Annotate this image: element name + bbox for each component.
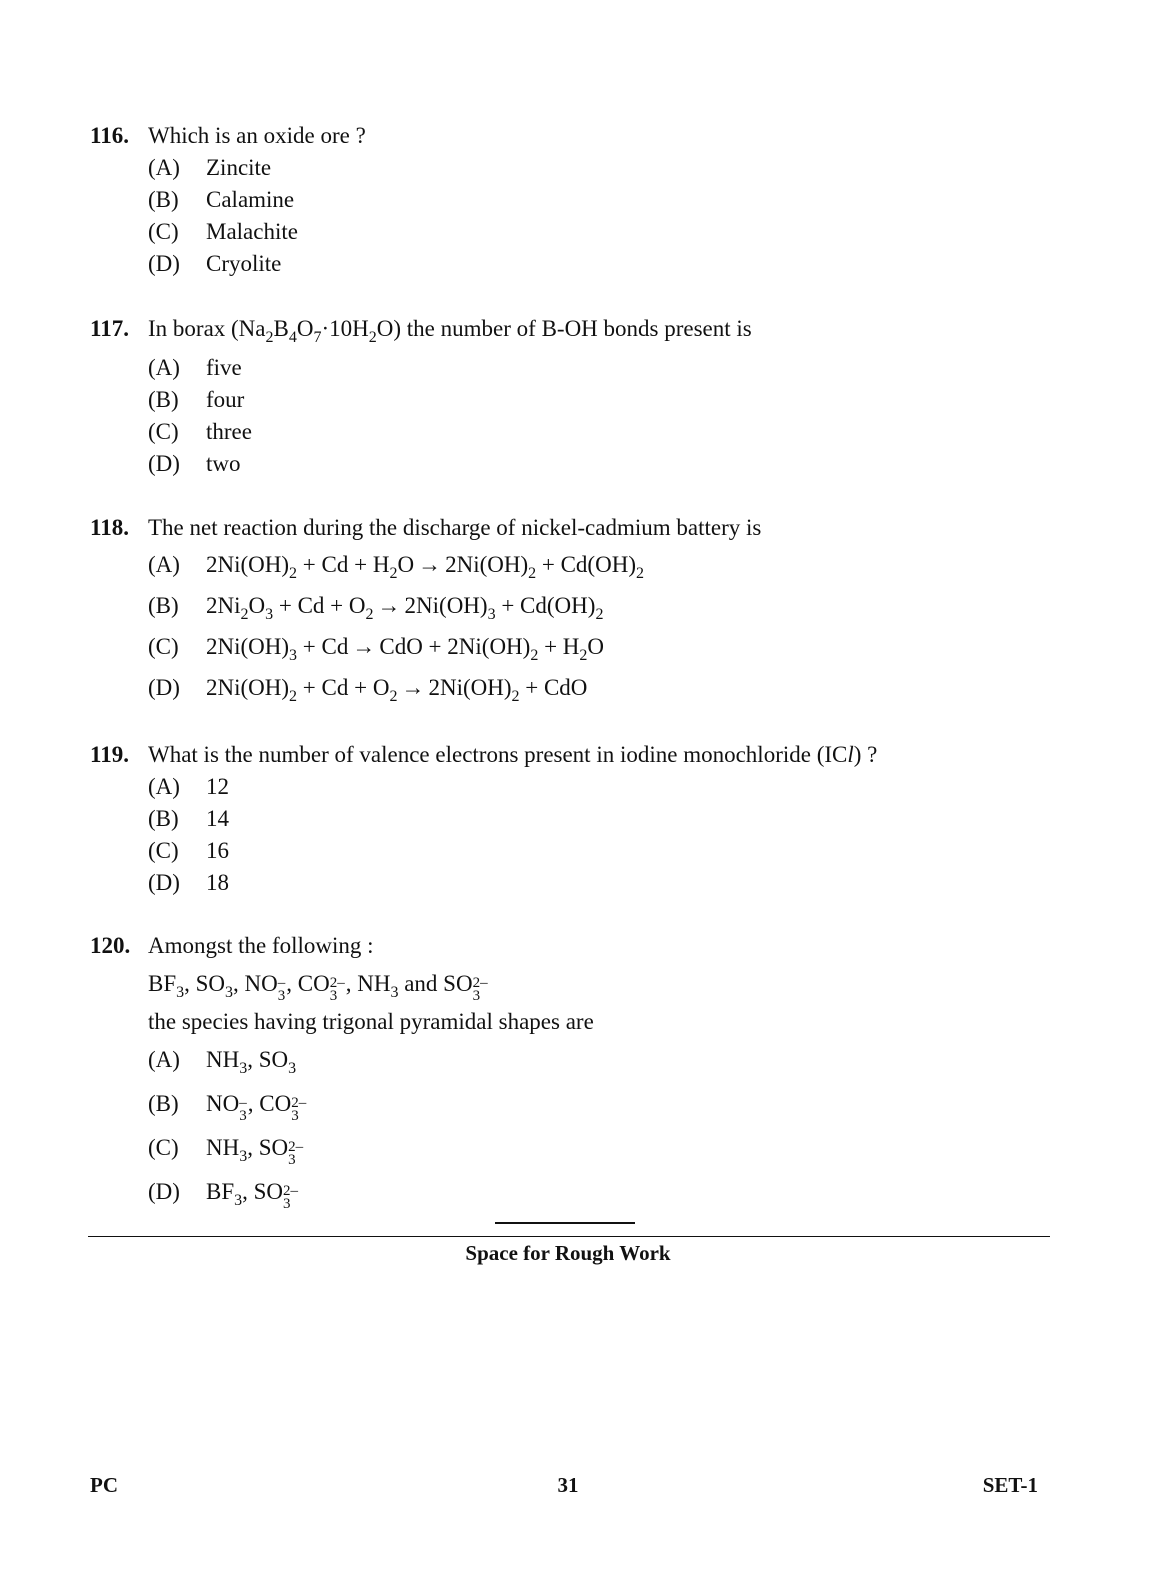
reaction-arrow: → <box>401 674 425 700</box>
question-text <box>148 313 1070 345</box>
equation: $2Ni(OH)_2 + Cd + H_2O \to 2Ni(OH)_2 + Cd(OH)_2$ <box>206 551 644 582</box>
option-b <box>90 585 1070 626</box>
question-116 <box>90 120 1070 280</box>
option-label: (B) <box>148 1091 179 1116</box>
option-label: (A) <box>148 551 180 577</box>
equation: $2Ni(OH)_2 + Cd + O_2 \to 2Ni(OH)_2$ + CdO <box>206 674 588 705</box>
option-d <box>90 667 1070 708</box>
option-label: (B) <box>148 187 179 212</box>
option-text: three <box>206 419 252 444</box>
option-label: (B) <box>148 806 179 831</box>
option-c <box>90 416 1070 448</box>
option-d <box>90 448 1070 480</box>
option-label: (D) <box>148 251 180 276</box>
text-part: O <box>296 316 314 341</box>
option-c <box>90 626 1070 667</box>
question-text: What is the number of valence electrons present in iodine monochloride (ICl) ? <box>148 742 878 767</box>
option-label: (D) <box>148 674 180 700</box>
question-number: 116. <box>90 123 129 148</box>
option-label: (D) <box>148 451 180 476</box>
question-120 <box>90 930 1070 1214</box>
question-number: 119. <box>90 742 129 767</box>
option-b <box>90 184 1070 216</box>
footer-code: PC <box>90 1473 118 1497</box>
option-label: (A) <box>148 1047 180 1072</box>
subscript: 4 <box>288 329 297 346</box>
subscript: 2 <box>368 329 377 346</box>
option-b <box>90 803 1070 835</box>
option-b <box>90 384 1070 416</box>
option-text: four <box>206 387 245 412</box>
option-d <box>90 1170 1070 1214</box>
option-label: (D) <box>148 870 180 895</box>
question-text-continued: the species having trigonal pyramidal shapes are <box>148 1009 594 1034</box>
divider <box>88 1236 1050 1237</box>
option-text: $NH_3$, $SO_3$ <box>206 1047 297 1077</box>
option-text: 18 <box>206 870 229 895</box>
option-label: (B) <box>148 387 179 412</box>
subscript: 7 <box>313 329 322 346</box>
option-text: 14 <box>206 806 229 831</box>
option-text: Malachite <box>206 219 298 244</box>
option-text: two <box>206 451 241 476</box>
option-a <box>90 1038 1070 1082</box>
footer-set: SET-1 <box>982 1473 1038 1497</box>
option-d <box>90 248 1070 280</box>
option-text: $NH_3$, SO 2– 3 <box>206 1135 304 1168</box>
text-part: B <box>273 316 289 341</box>
option-c <box>90 216 1070 248</box>
rough-work-label: Space for Rough Work <box>465 1241 671 1265</box>
option-a <box>90 352 1070 384</box>
option-label: (C) <box>148 1135 179 1160</box>
text-part: ·10H <box>321 316 369 341</box>
option-a <box>90 771 1070 803</box>
option-d <box>90 867 1070 899</box>
question-number: 117. <box>90 316 129 341</box>
option-text: 12 <box>206 774 229 799</box>
option-text: Cryolite <box>206 251 282 276</box>
species-list: $BF_3$, $SO_3$, NO – 3 , CO 2– 3 , $NH_3$ and SO 2– 3 <box>148 971 488 1004</box>
reaction-arrow: → <box>377 592 401 618</box>
text-part: O) <box>376 316 402 341</box>
section-end-line <box>495 1222 635 1224</box>
subscript: 2 <box>265 329 274 346</box>
page-number: 31 <box>557 1473 579 1497</box>
option-a <box>90 152 1070 184</box>
option-label: (D) <box>148 1179 180 1204</box>
option-text: NO – 3 , CO 2– 3 <box>206 1091 307 1124</box>
question-117 <box>90 313 1070 480</box>
question-118 <box>90 512 1070 708</box>
option-text: Calamine <box>206 187 295 212</box>
option-b <box>90 1082 1070 1126</box>
option-c <box>90 1126 1070 1170</box>
equation: $2Ni(OH)_3 + Cd$ → CdO + $2Ni(OH)_2 + H_2O$ <box>206 633 605 664</box>
text-part: the number of B-OH bonds present is <box>401 316 752 341</box>
option-text: 16 <box>206 838 229 863</box>
option-text: Zincite <box>206 155 272 180</box>
option-label: (C) <box>148 419 179 444</box>
question-number: 120. <box>90 933 131 958</box>
option-label: (A) <box>148 155 180 180</box>
question-text: The net reaction during the discharge of nickel-cadmium battery is <box>148 515 762 540</box>
option-c <box>90 835 1070 867</box>
question-number: 118. <box>90 515 129 540</box>
question-text: Amongst the following : <box>148 933 374 958</box>
option-label: (A) <box>148 355 180 380</box>
text-part: In borax (Na <box>148 316 266 341</box>
option-text: $BF_3$, SO 2– 3 <box>206 1179 299 1212</box>
question-119 <box>90 739 1070 899</box>
option-label: (C) <box>148 219 179 244</box>
option-label: (C) <box>148 633 179 659</box>
question-text: Which is an oxide ore ? <box>148 123 366 148</box>
option-a <box>90 544 1070 585</box>
option-label: (B) <box>148 592 179 618</box>
reaction-arrow: → <box>418 551 442 577</box>
reaction-arrow: → <box>352 633 376 659</box>
option-label: (A) <box>148 774 180 799</box>
equation: $2Ni_2O_3 + Cd + O_2 \to 2Ni(OH)_3 + Cd(OH)_2$ <box>206 592 604 623</box>
option-label: (C) <box>148 838 179 863</box>
option-text: five <box>206 355 242 380</box>
